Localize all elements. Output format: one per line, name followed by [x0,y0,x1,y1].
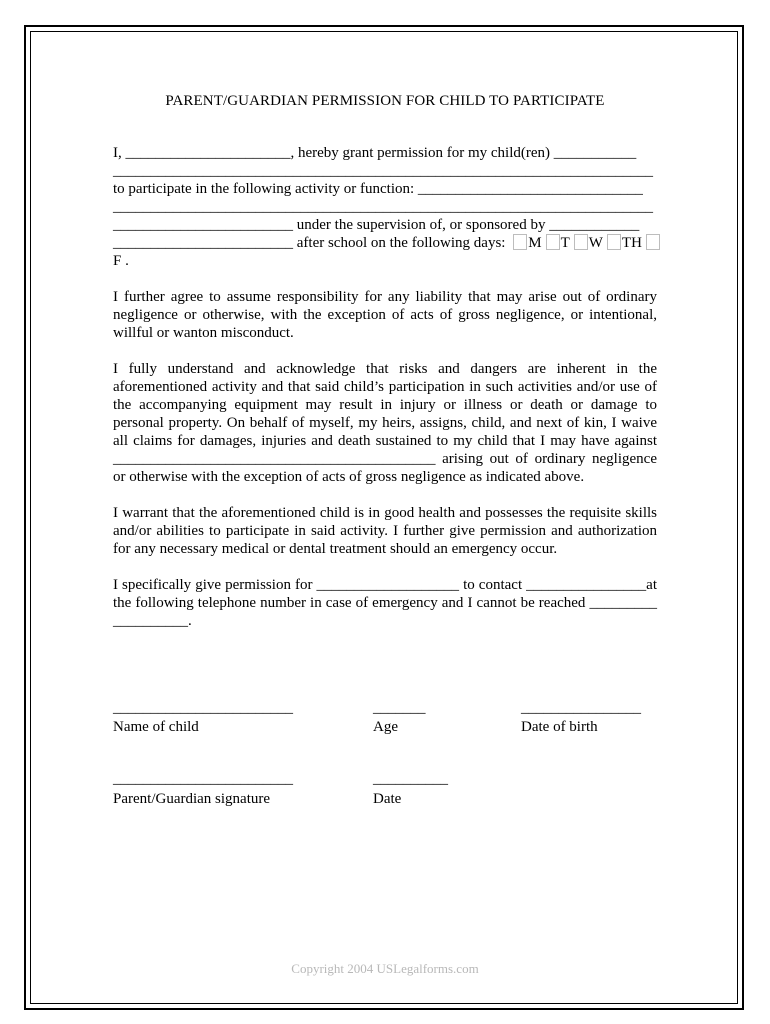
day-label-monday: M [528,235,542,251]
days-row [113,234,657,252]
name-of-child-label: Name of child [113,719,199,735]
parent-signature-line[interactable]: ________________________ [113,771,293,787]
age-line[interactable]: _______ [373,700,426,716]
days-row-prefix[interactable]: ________________________ after school on the following days: [113,235,510,251]
intro-line-4[interactable]: ________________________________________________________________________ [113,199,653,215]
liability-paragraph: I further agree to assume responsibility for any liability that may arise out of ordinary negligence or otherwise, with the exception of acts of gross negligence, or intentional, willful or wanton misconduct. [113,289,657,341]
intro-line-5[interactable]: ________________________ under the supervision of, or sponsored by ____________ [113,217,640,233]
contact-paragraph: I specifically give permission for ___________________ to contact ________________at the following telephone number in case of emergency and I cannot be reached _________ __________. [113,577,657,629]
day-label-wednesday: W [588,235,603,251]
parent-signature-label: Parent/Guardian signature [113,791,271,807]
checkbox-thursday[interactable] [607,234,621,250]
checkbox-friday[interactable] [646,234,660,250]
checkbox-wednesday[interactable] [574,234,588,250]
date-label: Date [373,791,402,807]
date-of-birth-line[interactable]: ________________ [521,700,641,716]
risks-paragraph: I fully understand and acknowledge that risks and dangers are inherent in the aforementioned activity and that said child’s participation in such activities and/or use of the accompanying equipment may result in injury or illness or death or damage to personal property. On behalf of myself, my heirs, assigns, child, and next of kin, I waive all claims for damages, injuries and death sustained to my child that I may have against ___________________________________________ arising out of ordinary negligence or otherwise with the exception of acts of gross negligence as indicated above. [113,361,657,485]
checkbox-monday[interactable] [513,234,527,250]
form-title: PARENT/GUARDIAN PERMISSION FOR CHILD TO PARTICIPATE [165,93,605,109]
form-body [113,92,657,648]
health-paragraph: I warrant that the aforementioned child is in good health and possesses the requisite skills and/or abilities to participate in said activity. I further give permission and authorization for any necessary medical or dental treatment should an emergency occur. [113,505,657,557]
checkbox-tuesday[interactable] [546,234,560,250]
child-name-line[interactable]: ________________________ [113,700,293,716]
intro-line-2[interactable]: ________________________________________________________________________ [113,163,653,179]
intro-line-1[interactable]: I, ______________________, hereby grant permission for my child(ren) ___________ [113,145,637,161]
intro-line-3[interactable]: to participate in the following activity or function: ______________________________ [113,181,643,197]
age-label: Age [373,719,398,735]
day-label-tuesday: T [560,235,570,251]
date-of-birth-label: Date of birth [521,719,598,735]
day-label-thursday: TH [621,235,642,251]
copyright-footer: Copyright 2004 USLegalforms.com [291,961,479,976]
day-label-friday: F . [113,253,129,269]
signature-date-line[interactable]: __________ [373,771,448,787]
